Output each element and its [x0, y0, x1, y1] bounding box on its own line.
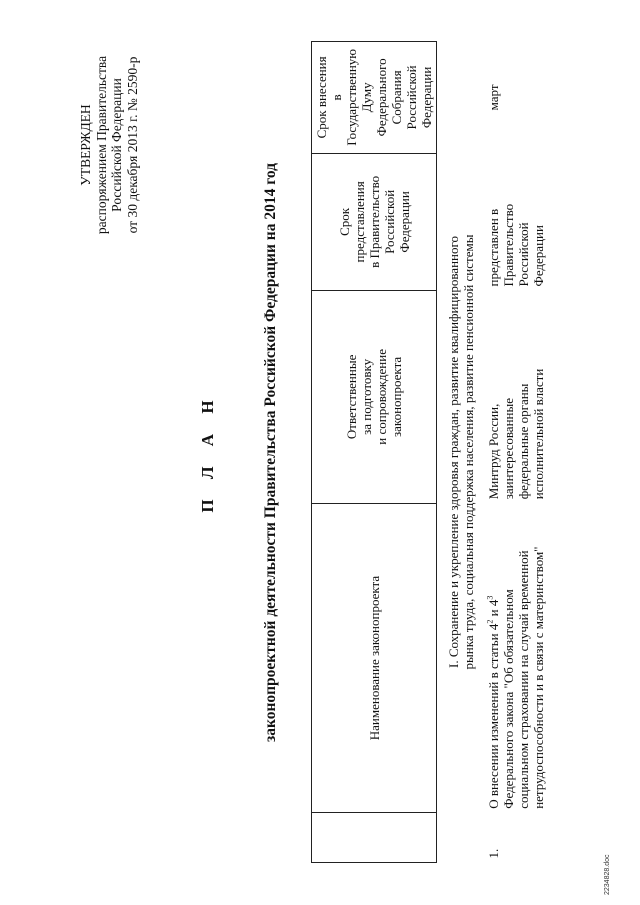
header-number	[312, 813, 437, 863]
section-heading-row	[437, 42, 485, 863]
approval-block	[78, 40, 140, 250]
row-duma-deadline: март	[486, 84, 501, 111]
approval-line: распоряжением Правительства	[93, 55, 109, 235]
header-responsible: Ответственные за подготовку и сопровождение законопроекта	[312, 290, 437, 503]
header-bill-name: Наименование законопроекта	[312, 503, 437, 813]
row-submission-deadline: представлен в Правительство Российской Федерации	[486, 203, 546, 287]
row-bill-name: О внесении изменений в статьи $4^2$ и $4^3$ Федерального закона "Об обязательном социальном страховании на случай временной нетрудоспособности и в связи с материнством"	[485, 546, 546, 809]
row-responsible: Минтруд России, заинтересованные федеральные органы исполнительной власти	[486, 368, 546, 500]
approval-heading: УТВЕРЖДЕН	[78, 104, 93, 186]
plan-table	[311, 41, 548, 863]
approval-line: Российской Федерации	[109, 78, 124, 212]
header-duma-deadline: Срок внесения в Государственную Думу Федерального Собрания Российской Федерации	[312, 42, 437, 154]
approval-date-number: от 30 декабря 2013 г. № 2590-р	[124, 56, 140, 234]
plan-subtitle: законопроектной деятельности Правительства Российской Федерации на 2014 год	[262, 163, 279, 743]
table-header-row	[312, 42, 437, 863]
header-submission-deadline: Срок представления в Правительство Российской Федерации	[312, 153, 437, 290]
row-number: 1.	[486, 848, 501, 859]
table-row	[484, 42, 548, 863]
document-code: 2234828.doc	[604, 854, 611, 895]
plan-title: П Л А Н	[198, 392, 217, 513]
section-heading: I. Сохранение и укрепление здоровья граждан, развитие квалифицированного рынка труда, социальная поддержка населения, развитие пенсионной системы	[446, 234, 476, 670]
